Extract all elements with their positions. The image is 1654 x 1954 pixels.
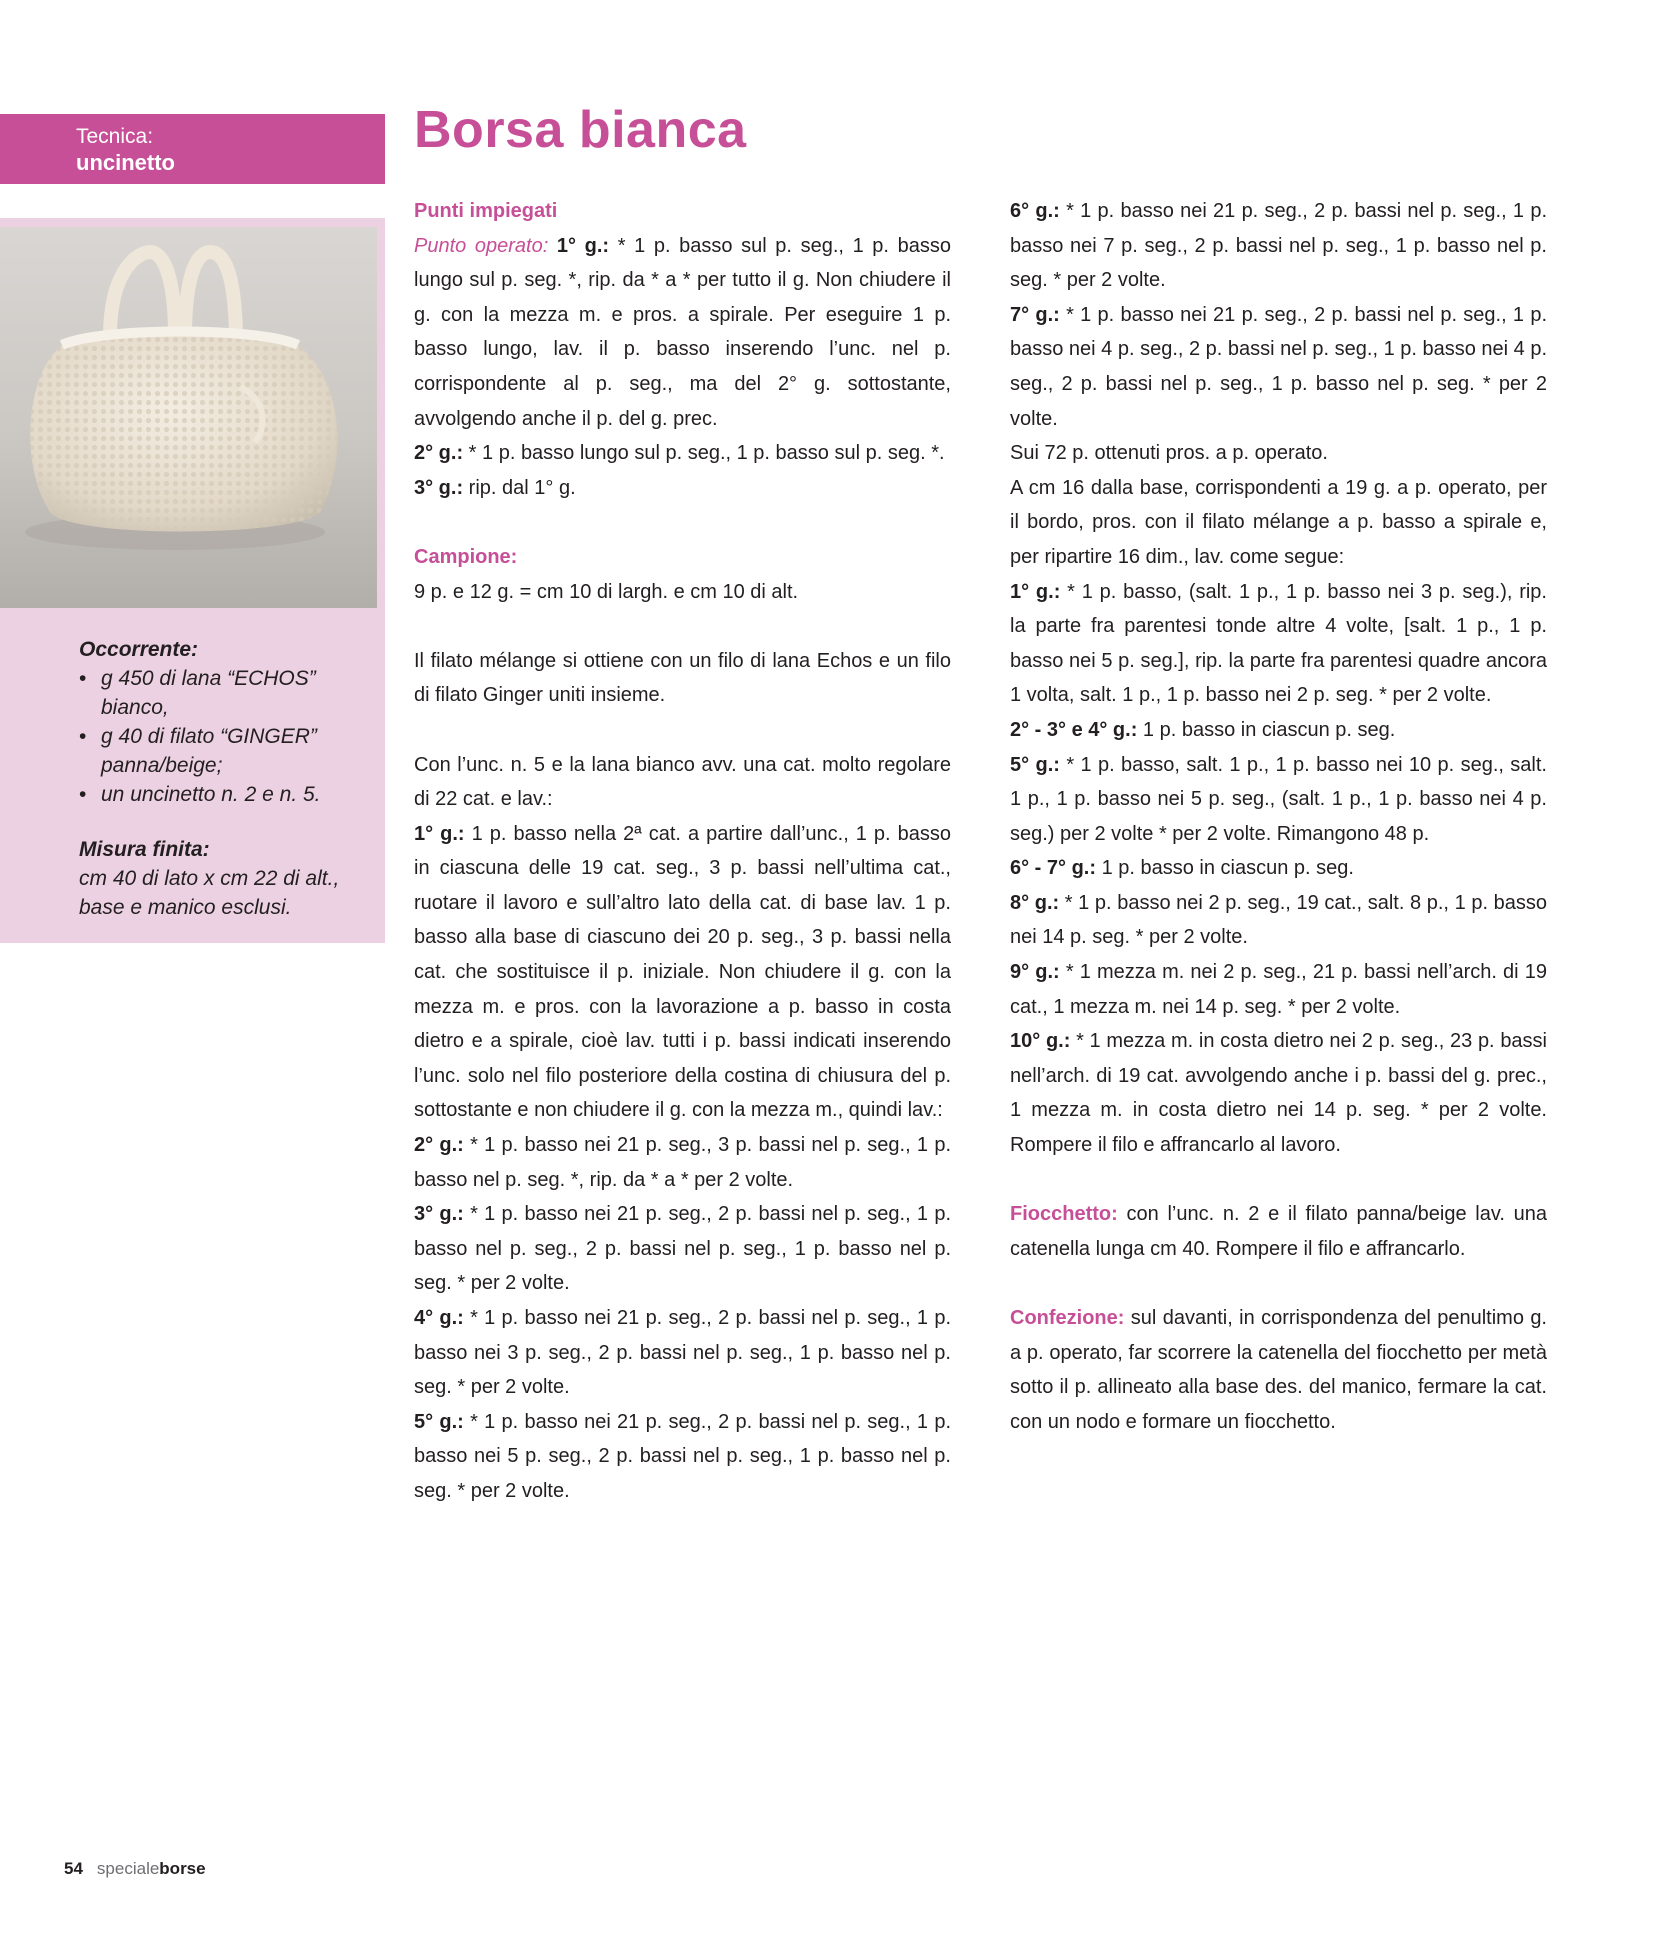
- size-heading: Misura finita:: [79, 838, 210, 861]
- bow-heading: Fiocchetto:: [1010, 1203, 1118, 1226]
- paragraph: Il filato mélange si ottiene con un filo di lana Echos e un filo di filato Ginger uniti insieme.: [414, 649, 951, 707]
- paragraph: Sui 72 p. ottenuti pros. a p. operato.: [1010, 442, 1328, 465]
- paragraph: 2° g.: * 1 p. basso lungo sul p. seg., 1 p. basso sul p. seg. *.: [414, 442, 945, 465]
- paragraph: 9° g.: * 1 mezza m. nei 2 p. seg., 21 p. bassi nell’arch. di 19 cat., 1 mezza m. nei 14 p. seg. * per 2 volte.: [1010, 961, 1547, 1018]
- magazine-name-light: speciale: [96, 1859, 160, 1878]
- list-item: • g 450 di lana “ECHOS” bianco,: [79, 667, 316, 719]
- paragraph: 5° g.: * 1 p. basso, salt. 1 p., 1 p. basso nei 10 p. seg., salt. 1 p., 1 p. basso nei 5 p. seg., (salt. 1 p., 1 p. basso nei 4 p. seg.) per 2 volte * per 2 volte. Rimangono 48 p.: [1010, 753, 1547, 845]
- list-item: • g 40 di filato “GINGER” panna/beige;: [79, 725, 317, 777]
- paragraph: A cm 16 dalla base, corrispondenti a 19 g. a p. operato, per il bordo, pros. con il filato mélange a p. basso a spirale e, per ripartire 16 dim., lav. come segue:: [1010, 476, 1547, 568]
- paragraph: 2° - 3° e 4° g.: 1 p. basso in ciascun p. seg.: [1010, 718, 1396, 741]
- paragraph: 8° g.: * 1 p. basso nei 2 p. seg., 19 cat., salt. 8 p., 1 p. basso nei 14 p. seg. * per 2 volte.: [1010, 891, 1547, 949]
- paragraph: Confezione: sul davanti, in corrispondenza del penultimo g. a p. operato, far scorrere la catenella del fiocchetto per metà sotto il p. allineato alla base des. del manico, fermare la cat. con un nodo e formare un fiocchetto.: [1010, 1307, 1547, 1433]
- paragraph: 7° g.: * 1 p. basso nei 21 p. seg., 2 p. bassi nel p. seg., 1 p. basso nei 4 p. seg., 2 p. bassi nel p. seg., 1 p. basso nei 4 p. seg., 2 p. bassi nel p. seg., 1 p. basso nel p. seg. * per 2 volte.: [1010, 303, 1548, 430]
- magazine-name-bold: borse: [159, 1859, 206, 1878]
- paragraph: 9 p. e 12 g. = cm 10 di largh. e cm 10 di alt.: [414, 580, 799, 603]
- bag-photo: [0, 227, 377, 608]
- page-footer: [64, 1858, 206, 1880]
- page-number: 54: [64, 1859, 83, 1878]
- instructions-column-1: [414, 194, 951, 1509]
- paragraph: 1° g.: * 1 p. basso, (salt. 1 p., 1 p. basso nei 3 p. seg.), rip. la parte fra parentesi tonde altre 4 volte, [salt. 1 p., 1 p. basso nei 5 p. seg.], rip. la parte fra parentesi quadre ancora 1 volta, salt. 1 p., 1 p. basso nei 2 p. seg. * per 2 volte.: [1010, 580, 1547, 707]
- technique-banner: [0, 114, 385, 184]
- paragraph: 6° - 7° g.: 1 p. basso in ciascun p. seg.: [1010, 857, 1354, 880]
- paragraph: 3° g.: * 1 p. basso nei 21 p. seg., 2 p. bassi nel p. seg., 1 p. basso nel p. seg., 2 p. bassi nel p. seg., 1 p. basso nel p. seg. * per 2 volte.: [414, 1203, 951, 1295]
- materials-list: [79, 664, 379, 809]
- crochet-bag-image: [0, 227, 377, 608]
- list-item: • un uncinetto n. 2 e n. 5.: [79, 783, 321, 806]
- technique-label: Tecnica:: [76, 125, 154, 148]
- paragraph: 3° g.: rip. dal 1° g.: [414, 476, 576, 499]
- paragraph: Con l’unc. n. 5 e la lana bianco avv. una cat. molto regolare di 22 cat. e lav.:: [414, 753, 951, 811]
- paragraph: Fiocchetto: con l’unc. n. 2 e il filato panna/beige lav. una catenella lunga cm 40. Rompere il filo e affrancarlo.: [1010, 1203, 1547, 1260]
- paragraph: 5° g.: * 1 p. basso nei 21 p. seg., 2 p. bassi nel p. seg., 1 p. basso nei 5 p. seg., 2 p. bassi nel p. seg., 1 p. basso nel p. seg. * per 2 volte.: [414, 1410, 951, 1502]
- size-text: cm 40 di lato x cm 22 di alt., base e manico esclusi.: [79, 867, 340, 919]
- instructions-column-2: [1010, 194, 1547, 1439]
- gauge-heading: Campione:: [414, 545, 518, 568]
- sidebar-info: [79, 635, 379, 922]
- paragraph: 10° g.: * 1 mezza m. in costa dietro nei 2 p. seg., 23 p. bassi nell’arch. di 19 cat. avvolgendo anche i p. bassi del g. prec., 1 mezza m. in costa dietro nei 14 p. seg. * per 2 volte. Rompere il filo e affrancarlo al lavoro.: [1010, 1030, 1548, 1157]
- assembly-heading: Confezione:: [1010, 1307, 1125, 1329]
- technique-value: uncinetto: [76, 150, 175, 175]
- paragraph: 4° g.: * 1 p. basso nei 21 p. seg., 2 p. bassi nel p. seg., 1 p. basso nei 3 p. seg., 2 p. bassi nel p. seg., 1 p. basso nel p. seg. * per 2 volte.: [414, 1307, 951, 1399]
- paragraph: 1° g.: 1 p. basso nella 2ª cat. a partire dall’unc., 1 p. basso in ciascuna delle 19 cat. seg., 3 p. bassi nell’ultima cat., ruotare il lavoro e sull’altro lato della cat. di base lav. 1 p. basso alla base di ciascuno dei 20 p. seg., 3 p. bassi nella cat. che sostituisce il p. iniziale. Non chiudere il g. con la mezza m. e pros. con la lavorazione a p. basso in costa dietro e a spirale, cioè lav. tutti i p. bassi indicati inserendo l’unc. solo nel filo posteriore della costina di chiusura del p. sottostante e non chiudere il g. con la mezza m., quindi lav.:: [414, 822, 951, 1122]
- paragraph: 6° g.: * 1 p. basso nei 21 p. seg., 2 p. bassi nel p. seg., 1 p. basso nei 7 p. seg., 2 p. bassi nel p. seg., 1 p. basso nel p. seg. * per 2 volte.: [1010, 200, 1547, 292]
- paragraph: Punto operato: 1° g.: * 1 p. basso sul p. seg., 1 p. basso lungo sul p. seg. *, rip. da * a * per tutto il g. Non chiudere il g. con la mezza m. e pros. a spirale. Per eseguire 1 p. basso lungo, lav. il p. basso inserendo l’unc. nel p. corrispondente al p. seg., ma del 2° g. sottostante, avvolgendo anche il p. del g. prec.: [414, 234, 951, 430]
- paragraph: 2° g.: * 1 p. basso nei 21 p. seg., 3 p. bassi nel p. seg., 1 p. basso nel p. seg. *, rip. da * a * per 2 volte.: [414, 1134, 951, 1191]
- materials-heading: Occorrente:: [79, 638, 199, 661]
- page-title: Borsa bianca: [414, 101, 747, 159]
- stitches-heading: Punti impiegati: [414, 200, 558, 222]
